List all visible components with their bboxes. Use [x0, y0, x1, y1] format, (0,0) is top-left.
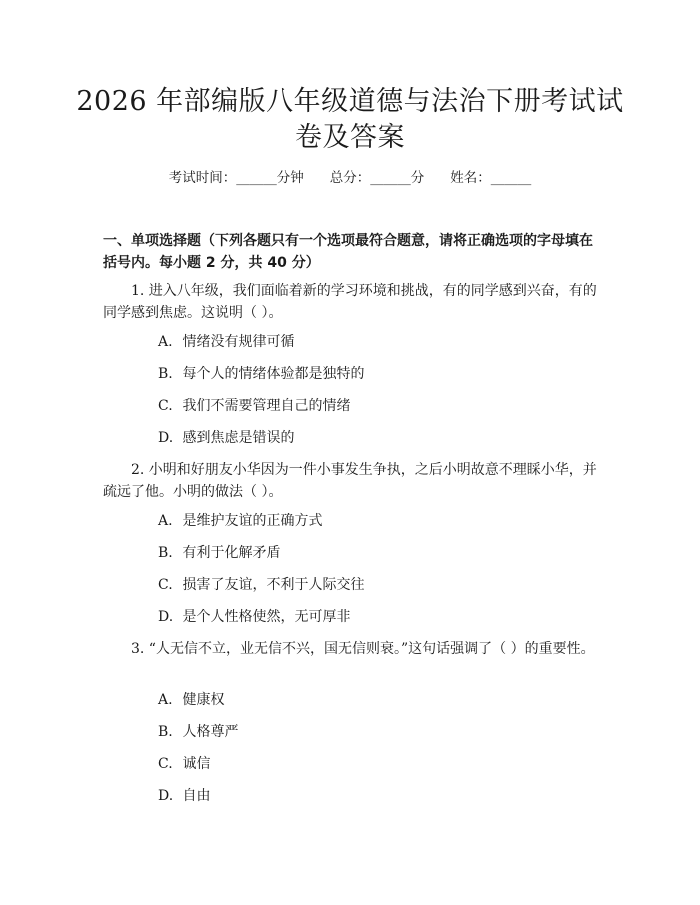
option-letter: A. — [158, 692, 173, 708]
question-2-option-c — [158, 575, 578, 595]
question-3-option-c — [158, 754, 578, 774]
section-heading: 一、单项选择题（下列各题只有一个选项最符合题意，请将正确选项的字母填在括号内。每小题 2 分，共 40 分） — [103, 233, 593, 271]
question-2-option-d — [158, 607, 578, 627]
option-text: 诚信 — [182, 756, 211, 772]
option-text: 每个人的情绪体验都是独特的 — [182, 366, 365, 382]
option-text: 情绪没有规律可循 — [182, 334, 295, 350]
option-letter: A. — [158, 334, 173, 350]
option-letter: D. — [158, 430, 174, 446]
exam-meta — [0, 168, 700, 188]
question-3-option-b — [158, 722, 578, 742]
question-3: 3. “人无信不立，业无信不兴，国无信则衰。”这句话强调了（ ）的重要性。 — [131, 641, 595, 657]
student-name-label: 姓名：______ — [450, 170, 532, 186]
option-text: 损害了友谊，不利于人际交往 — [182, 577, 365, 593]
option-text: 有利于化解矛盾 — [182, 545, 281, 561]
question-2-option-b — [158, 543, 578, 563]
question-3-option-a — [158, 690, 578, 710]
total-score-label: 总分：______分 — [329, 170, 425, 186]
option-letter: C. — [158, 398, 173, 414]
question-2: 2. 小明和好朋友小华因为一件小事发生争执，之后小明故意不理睬小华，并疏远了他。小明的做法（ ）。 — [103, 462, 597, 500]
page-title — [0, 84, 700, 156]
question-1-option-d — [158, 428, 578, 448]
title-line-1: 2026 年部编版八年级道德与法治下册考试试 — [76, 86, 624, 117]
question-1: 1. 进入八年级，我们面临着新的学习环境和挑战，有的同学感到兴奋，有的同学感到焦虑。这说明（ ）。 — [103, 283, 597, 321]
exam-time-label: 考试时间：______分钟 — [168, 170, 304, 186]
question-1-option-c — [158, 396, 578, 416]
option-text: 健康权 — [182, 692, 225, 708]
option-letter: D. — [158, 788, 174, 804]
question-1-option-a — [158, 332, 578, 352]
option-text: 感到焦虑是错误的 — [182, 430, 295, 446]
option-letter: C. — [158, 756, 173, 772]
option-letter: B. — [158, 545, 173, 561]
option-text: 人格尊严 — [182, 724, 239, 740]
question-3-option-d — [158, 786, 578, 806]
option-text: 自由 — [182, 788, 211, 804]
option-text: 是维护友谊的正确方式 — [182, 513, 323, 529]
option-letter: B. — [158, 724, 173, 740]
question-2-option-a — [158, 511, 578, 531]
question-1-option-b — [158, 364, 578, 384]
option-letter: C. — [158, 577, 173, 593]
option-letter: B. — [158, 366, 173, 382]
option-text: 是个人性格使然，无可厚非 — [182, 609, 351, 625]
option-text: 我们不需要管理自己的情绪 — [182, 398, 351, 414]
option-letter: D. — [158, 609, 174, 625]
option-letter: A. — [158, 513, 173, 529]
title-line-2: 卷及答案 — [295, 122, 405, 153]
